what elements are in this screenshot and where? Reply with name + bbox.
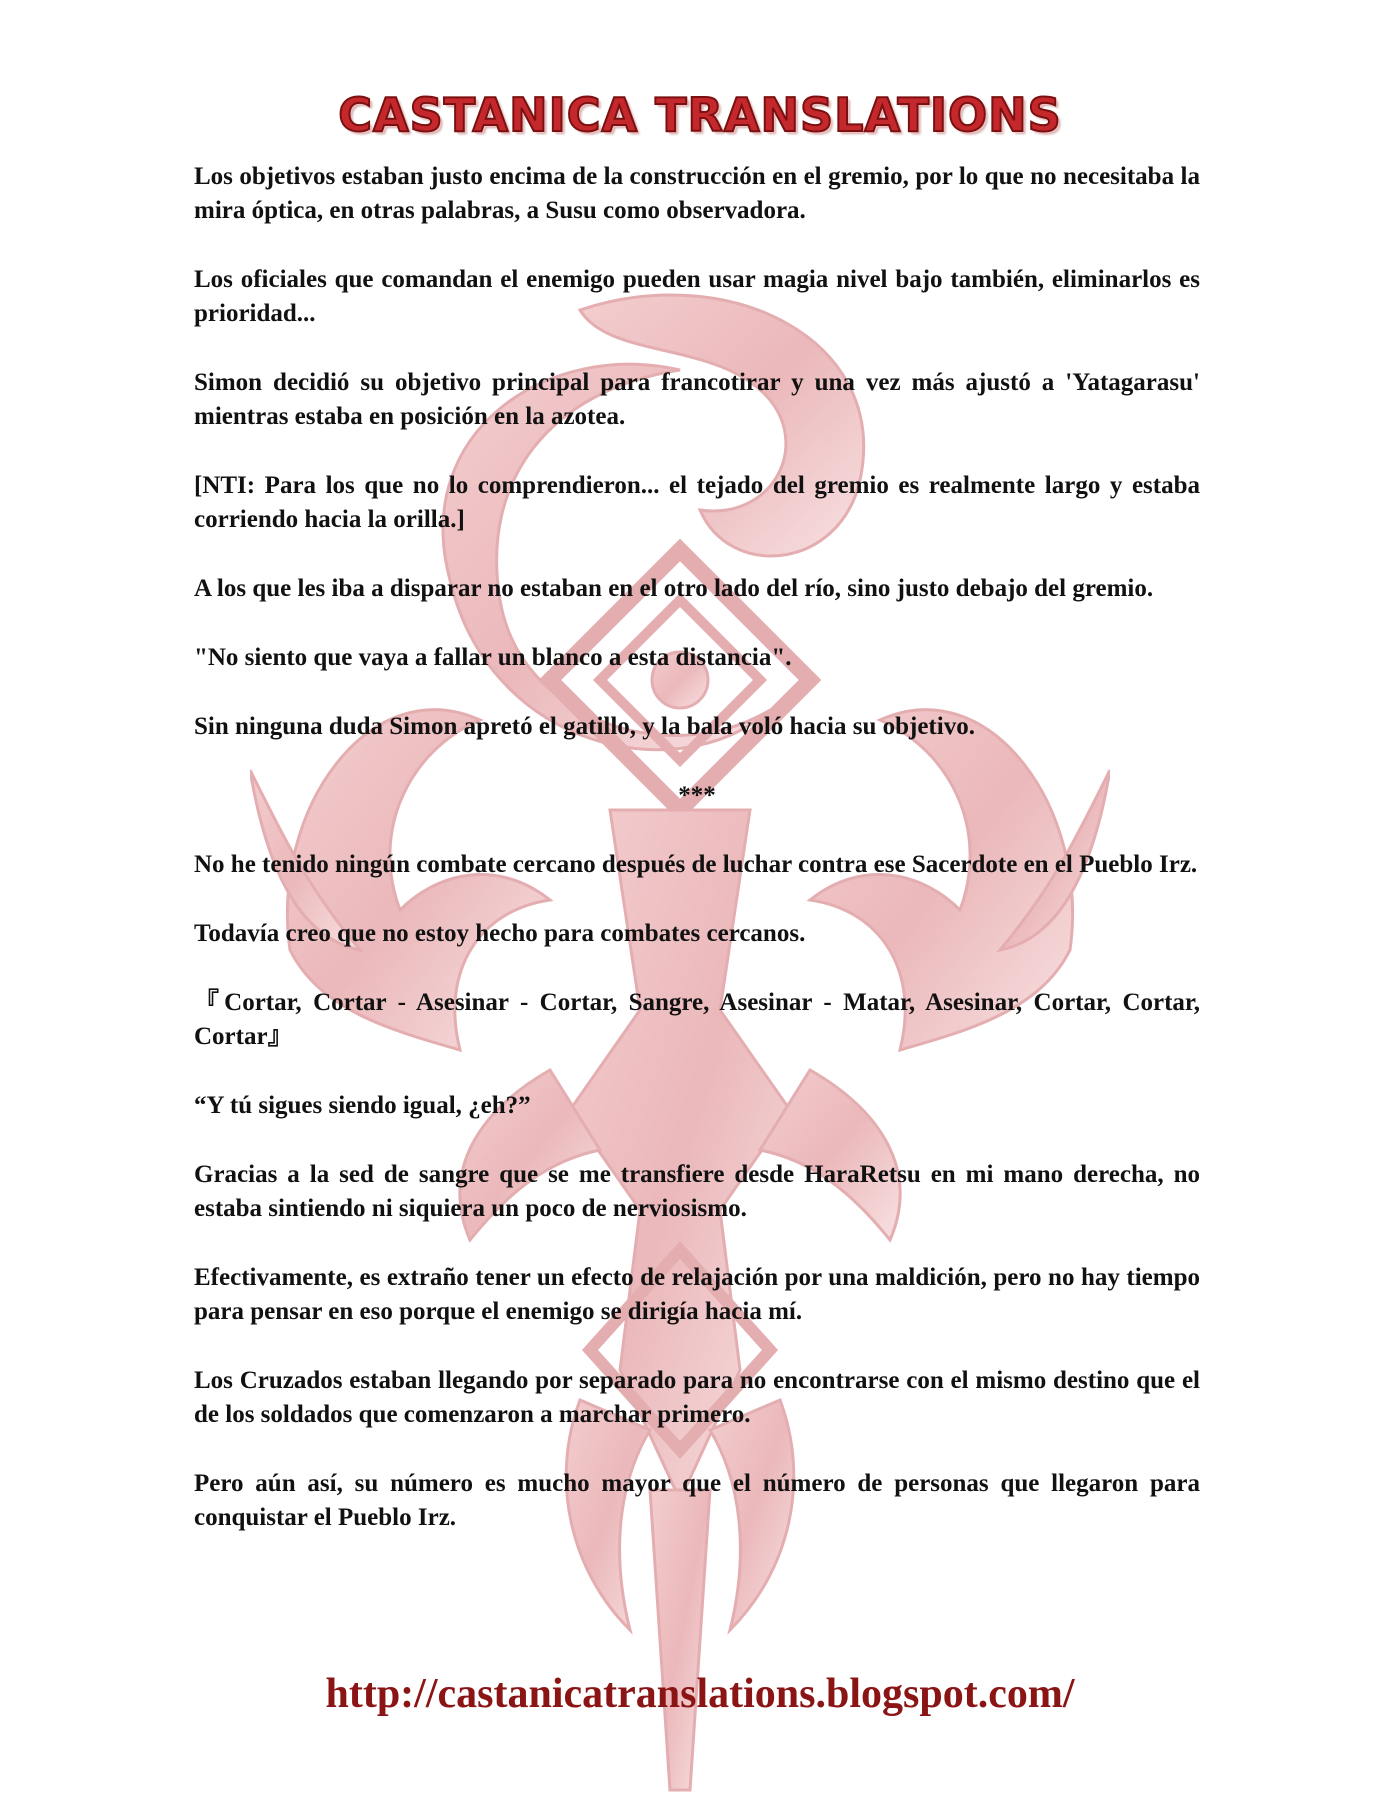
page-title: CASTANICA TRANSLATIONS bbox=[338, 88, 1062, 142]
paragraph: No he tenido ningún combate cercano después de luchar contra ese Sacerdote en el Pueblo Irz. bbox=[194, 851, 1198, 878]
paragraph: Todavía creo que no estoy hecho para combates cercanos. bbox=[194, 920, 806, 947]
paragraph-voice: 『Cortar, Cortar - Asesinar - Cortar, Sangre, Asesinar - Matar, Asesinar, Cortar, Cortar, Cortar』 bbox=[194, 989, 1200, 1050]
paragraph: A los que les iba a disparar no estaban en el otro lado del río, sino justo debajo del gremio. bbox=[194, 575, 1154, 602]
paragraph: Los objetivos estaban justo encima de la construcción en el gremio, por lo que no necesitaba la mira óptica, en otras palabras, a Susu como observadora. bbox=[194, 163, 1200, 224]
paragraph: Sin ninguna duda Simon apretó el gatillo, y la bala voló hacia su objetivo. bbox=[194, 713, 975, 740]
paragraph: Simon decidió su objetivo principal para francotirar y una vez más ajustó a 'Yatagarasu' mientras estaba en posición en la azotea. bbox=[194, 369, 1200, 430]
scene-separator: *** bbox=[678, 782, 716, 809]
paragraph: [NTI: Para los que no lo comprendieron... el tejado del gremio es realmente largo y estaba corriendo hacia la orilla.] bbox=[194, 472, 1200, 533]
footer-url-link[interactable]: http://castanicatranslations.blogspot.com/ bbox=[325, 1671, 1075, 1717]
paragraph-dialogue: “Y tú sigues siendo igual, ¿eh?” bbox=[194, 1092, 531, 1119]
paragraph-dialogue: "No siento que vaya a fallar un blanco a esta distancia". bbox=[194, 644, 792, 671]
document-body bbox=[194, 160, 1200, 1570]
paragraph: Los Cruzados estaban llegando por separado para no encontrarse con el mismo destino que el de los soldados que comenzaron a marchar primero. bbox=[194, 1367, 1200, 1428]
paragraph: Gracias a la sed de sangre que se me transfiere desde HaraRetsu en mi mano derecha, no estaba sintiendo ni siquiera un poco de nerviosismo. bbox=[194, 1161, 1200, 1222]
paragraph: Pero aún así, su número es mucho mayor que el número de personas que llegaron para conquistar el Pueblo Irz. bbox=[194, 1470, 1200, 1531]
paragraph: Los oficiales que comandan el enemigo pueden usar magia nivel bajo también, eliminarlos es prioridad... bbox=[194, 266, 1200, 327]
paragraph: Efectivamente, es extraño tener un efecto de relajación por una maldición, pero no hay tiempo para pensar en eso porque el enemigo se dirigía hacia mí. bbox=[194, 1264, 1200, 1325]
